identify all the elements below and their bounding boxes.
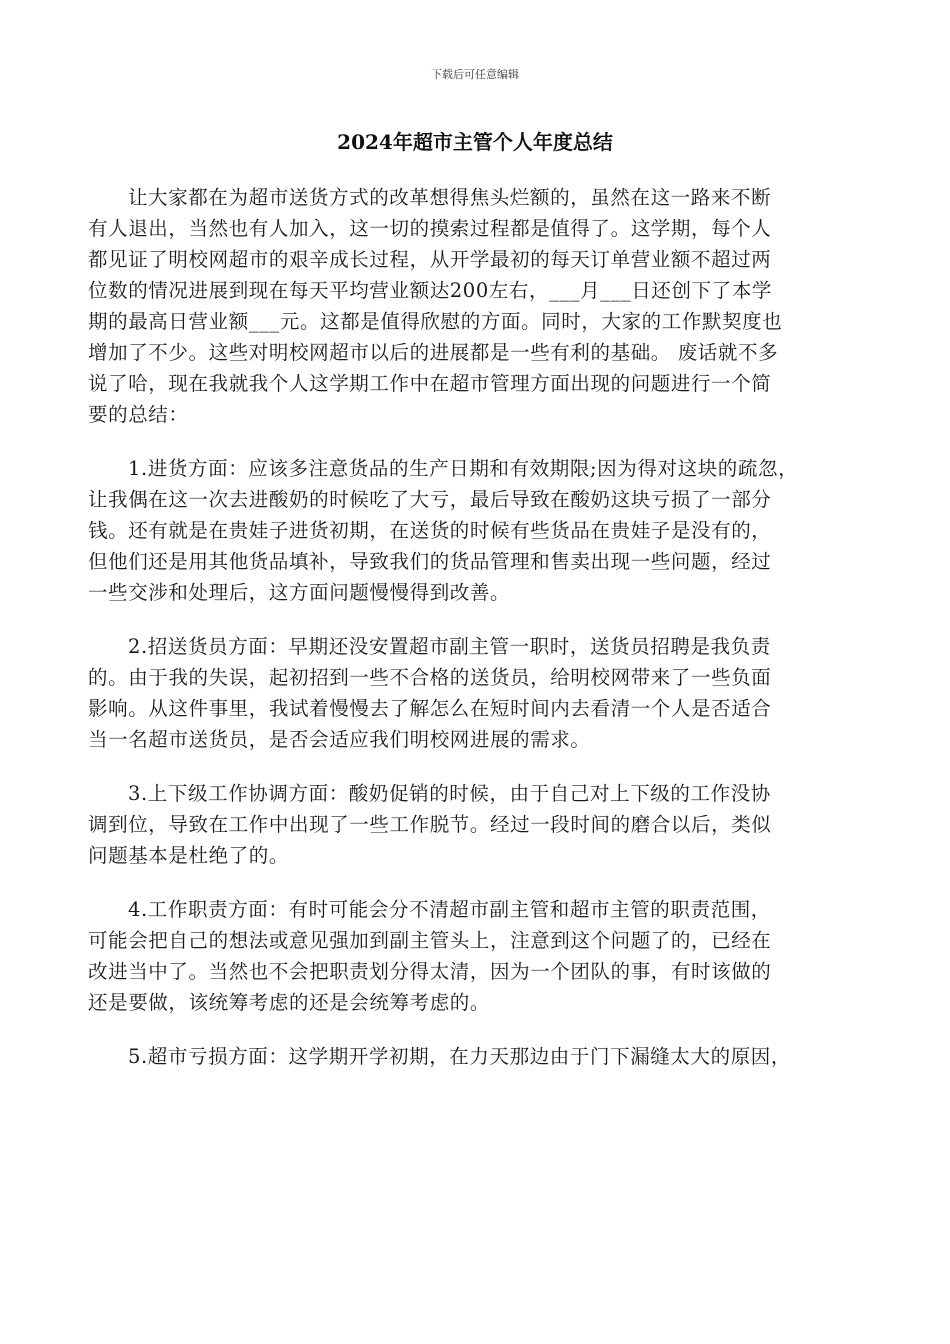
text-line: 但他们还是用其他货品填补，导致我们的货品管理和售卖出现一些问题，经过	[88, 550, 772, 573]
text-line: 问题基本是杜绝了的。	[88, 844, 290, 867]
text-line: 的。由于我的失误，起初招到一些不合格的送货员，给明校网带来了一些负面	[88, 666, 772, 689]
document-title: 2024年超市主管个人年度总结	[337, 130, 613, 154]
text-line: 让大家都在为超市送货方式的改革想得焦头烂额的，虽然在这一路来不断	[128, 186, 772, 209]
document-body	[88, 182, 864, 1072]
text-line: 2.招送货员方面：早期还没安置超市副主管一职时，送货员招聘是我负责	[128, 635, 771, 658]
paragraph-coordination	[88, 778, 864, 871]
header-note: 下载后可任意编辑	[431, 68, 519, 81]
text-line: 位数的情况进展到现在每天平均营业额达200左右，___月___日还创下了本学	[88, 279, 773, 302]
text-line: 1.进货方面：应该多注意货品的生产日期和有效期限;因为得对这块的疏忽，	[128, 457, 799, 480]
text-line: 有人退出，当然也有人加入，这一切的摸索过程都是值得了。这学期，每个人	[88, 217, 772, 240]
text-line: 可能会把自己的想法或意见强加到副主管头上，注意到这个问题了的，已经在	[88, 929, 772, 952]
text-line: 改进当中了。当然也不会把职责划分得太清，因为一个团队的事，有时该做的	[88, 960, 772, 983]
text-line: 4.工作职责方面：有时可能会分不清超市副主管和超市主管的职责范围，	[128, 898, 771, 921]
text-line: 要的总结：	[88, 403, 189, 426]
text-line: 3.上下级工作协调方面：酸奶促销的时候，由于自己对上下级的工作没协	[128, 782, 771, 805]
text-line: 调到位，导致在工作中出现了一些工作脱节。经过一段时间的磨合以后，类似	[88, 813, 772, 836]
paragraph-losses	[88, 1041, 864, 1072]
text-line: 说了哈，现在我就我个人这学期工作中在超市管理方面出现的问题进行一个简	[88, 372, 772, 395]
paragraph-purchasing	[88, 453, 864, 608]
text-line: 5.超市亏损方面：这学期开学初期，在力天那边由于门下漏缝太大的原因，	[128, 1045, 792, 1068]
text-line: 还是要做，该统筹考虑的还是会统筹考虑的。	[88, 991, 491, 1014]
text-line: 当一名超市送货员，是否会适应我们明校网进展的需求。	[88, 728, 591, 751]
text-line: 增加了不少。这些对明校网超市以后的进展都是一些有利的基础。 废话就不多	[88, 341, 779, 364]
text-line: 让我偶在这一次去进酸奶的时候吃了大亏，最后导致在酸奶这块亏损了一部分	[88, 488, 772, 511]
paragraph-responsibilities	[88, 894, 864, 1018]
text-line: 期的最高日营业额___元。这都是值得欣慰的方面。同时，大家的工作默契度也	[88, 310, 783, 333]
text-line: 影响。从这件事里，我试着慢慢去了解怎么在短时间内去看清一个人是否适合	[88, 697, 772, 720]
paragraph-recruiting	[88, 631, 864, 755]
text-line: 一些交涉和处理后，这方面问题慢慢得到改善。	[88, 581, 511, 604]
text-line: 都见证了明校网超市的艰辛成长过程，从开学最初的每天订单营业额不超过两	[88, 248, 772, 271]
text-line: 钱。还有就是在贵娃子进货初期，在送货的时候有些货品在贵娃子是没有的，	[88, 519, 772, 542]
paragraph-intro	[88, 182, 864, 430]
